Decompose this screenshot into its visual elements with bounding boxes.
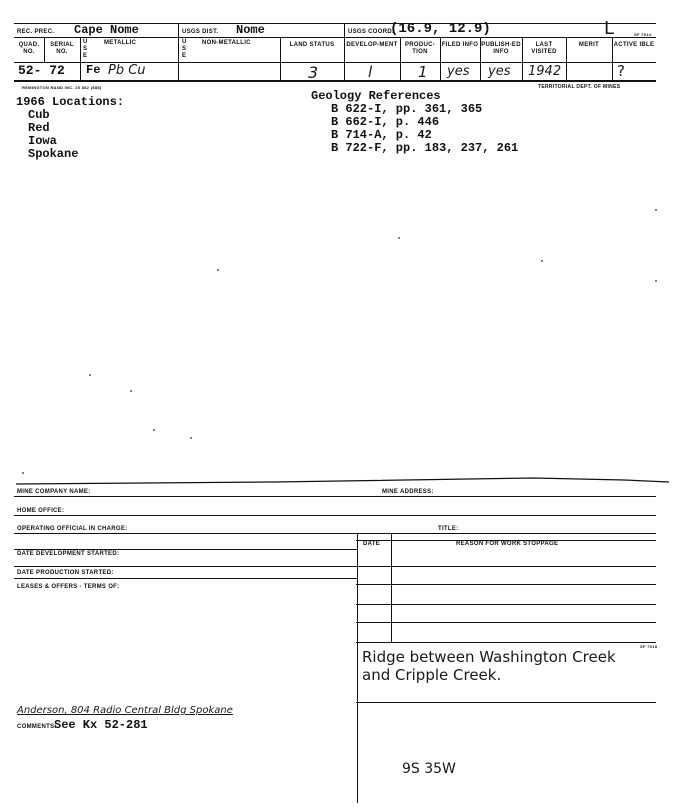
comments-value: See Kx 52-281: [54, 718, 148, 732]
mine-company-label: MINE COMPANY NAME:: [17, 489, 91, 495]
col-use-1: U S E: [83, 39, 88, 59]
owner-handwritten: Anderson, 804 Radio Central Bldg Spokane: [17, 705, 233, 716]
location-line: and Cripple Creek.: [362, 666, 502, 684]
dept-imprint: TERRITORIAL DEPT. OF MINES: [538, 84, 621, 90]
operating-official-label: OPERATING OFFICIAL IN CHARGE:: [17, 526, 128, 532]
location-item: Cub: [28, 108, 50, 122]
locations-block: [16, 96, 124, 161]
rec-prec-label: REC. PREC.: [17, 29, 55, 35]
geology-ref: B 714-A, p. 42: [331, 128, 432, 142]
title-label: TITLE:: [438, 526, 459, 532]
filed-info-value: yes: [447, 64, 470, 79]
metallic-value: Fe: [86, 63, 101, 77]
development-value: l: [368, 63, 373, 81]
rec-prec-value: Cape Nome: [74, 23, 139, 37]
col-last-visited: LAST VISITED: [531, 42, 557, 55]
col-land-status: LAND STATUS: [289, 42, 335, 48]
form-code-2: SF 7918: [640, 644, 658, 649]
usgs-dist-label: USGS DIST.: [182, 29, 219, 35]
location-item: Spokane: [28, 147, 79, 161]
location-description: [362, 648, 616, 684]
geology-block: [311, 90, 518, 155]
quad-serial-value: 52- 72: [18, 63, 65, 78]
form-code: SF 7914: [634, 32, 652, 37]
col-filed-info: FILED INFO: [441, 42, 479, 48]
geology-ref: B 662-I, p. 446: [331, 115, 440, 129]
col-production: PRODUC-TION: [404, 42, 436, 55]
col-use-2: U S E: [182, 39, 187, 59]
col-merit: MERIT: [578, 42, 600, 48]
geology-ref: B 722-F, pp. 183, 237, 261: [331, 141, 519, 155]
date-col-label: DATE: [363, 541, 381, 547]
usgs-dist-value: Nome: [236, 23, 265, 37]
leases-label: LEASES & OFFERS - TERMS OF:: [17, 584, 120, 590]
corner-mark: L: [604, 18, 615, 39]
home-office-label: HOME OFFICE:: [17, 508, 65, 514]
geology-ref: B 622-I, pp. 361, 365: [331, 102, 483, 116]
col-quad-no: QUAD. NO.: [18, 42, 40, 55]
reason-col-label: REASON FOR WORK STOPPAGE: [456, 541, 559, 547]
last-visited-value: 1942: [528, 64, 562, 79]
production-value: 1: [418, 63, 428, 81]
township-handwritten: 9S 35W: [402, 761, 456, 777]
date-dev-started-label: DATE DEVELOPMENT STARTED:: [17, 551, 120, 557]
metallic-handwritten: Pb Cu: [108, 63, 146, 78]
comments-label: COMMENTS:: [17, 724, 57, 730]
col-published-info: PUBLISH-ED INFO: [481, 42, 521, 55]
usgs-coord-label: USGS COORD.: [348, 29, 394, 35]
usgs-coord-value: (16.9, 12.9): [390, 21, 491, 37]
torn-edge-line: [14, 470, 674, 490]
date-prod-started-label: DATE PRODUCTION STARTED:: [17, 570, 114, 576]
col-metallic: METALLIC: [104, 40, 137, 46]
merit-value: ?: [617, 62, 625, 80]
col-activeable: ACTIVE IBLE: [613, 42, 655, 48]
col-development: DEVELOP-MENT: [346, 42, 398, 48]
mine-address-label: MINE ADDRESS:: [382, 489, 434, 495]
land-status-value: 3: [308, 63, 319, 82]
col-serial-no: SERIAL NO.: [50, 42, 74, 55]
col-non-metallic: NON-METALLIC: [202, 40, 251, 46]
locations-title: 1966 Locations:: [16, 95, 125, 109]
location-line: Ridge between Washington Creek: [362, 648, 616, 666]
location-item: Iowa: [28, 134, 57, 148]
printer-imprint: REMINGTON RAND INC. 20 882 (888): [22, 85, 102, 90]
published-info-value: yes: [488, 64, 511, 79]
geology-title: Geology References: [311, 89, 441, 103]
location-item: Red: [28, 121, 50, 135]
